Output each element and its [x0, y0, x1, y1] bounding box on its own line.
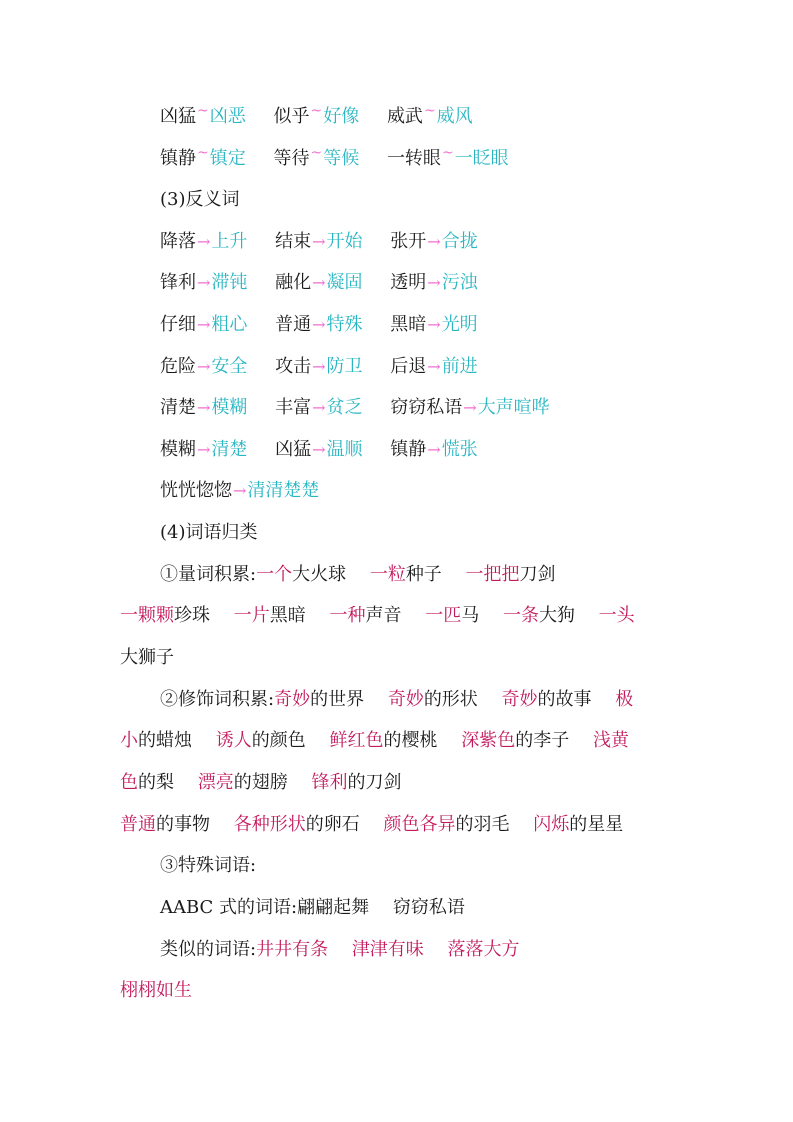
noun: 的世界 [310, 689, 365, 710]
arrow-icon: → [427, 440, 441, 459]
aabc-label: AABC 式的词语: [160, 897, 298, 918]
antonym: 前进 [441, 356, 478, 377]
idiom: 栩栩如生 [120, 980, 192, 1001]
noun: 的故事 [537, 689, 592, 710]
modifier: 奇妙 [274, 689, 311, 710]
idiom: 窃窃私语 [392, 897, 465, 918]
word: 仔细 [160, 314, 196, 335]
word: 张开 [390, 231, 427, 252]
synonym: 凶恶 [209, 106, 246, 127]
modifier: 颜色各异 [383, 814, 456, 835]
word: 清楚 [160, 397, 196, 418]
antonym: 贫乏 [326, 397, 363, 418]
noun: 的李子 [515, 730, 570, 751]
arrow-icon: → [197, 315, 211, 334]
modifier: 漂亮 [197, 772, 234, 793]
noun: 的颜色 [251, 730, 306, 751]
measure-prefix: 一 [329, 605, 348, 626]
antonym: 光明 [441, 314, 478, 335]
modifier: 深紫色 [461, 730, 516, 751]
noun: 种子 [405, 564, 442, 585]
synonym: 一眨眼 [454, 148, 509, 169]
arrow-icon: → [463, 398, 477, 417]
measure-prefix: 一 [502, 605, 521, 626]
antonym: 合拢 [441, 231, 478, 252]
section-heading-antonyms: (3)反义词 [160, 189, 240, 210]
similar-words-line-2 [120, 979, 192, 1003]
noun: 的事物 [156, 814, 210, 835]
measure-prefix: 一 [120, 605, 138, 626]
modifier: 极 [615, 689, 634, 710]
word: 恍恍惚惚 [160, 480, 232, 501]
synonym-mark: ~ [423, 103, 436, 119]
subsection-label: ①量词积累: [160, 564, 257, 585]
noun: 大火球 [292, 564, 347, 585]
arrow-icon: → [427, 357, 441, 376]
word: 透明 [390, 272, 427, 293]
word: 降落 [160, 231, 196, 252]
antonym-line-7 [160, 479, 319, 503]
arrow-icon: → [197, 273, 211, 292]
word: 丰富 [275, 397, 312, 418]
noun: 的梨 [138, 772, 174, 793]
noun: 的樱桃 [383, 730, 438, 751]
modifier: 闪烁 [533, 814, 570, 835]
antonym: 大声喧哗 [477, 397, 550, 418]
measure-words-line-3 [120, 646, 174, 670]
measure-prefix: 一 [598, 605, 617, 626]
measure-word: 头 [616, 605, 635, 626]
modifier: 奇妙 [501, 689, 538, 710]
noun: 的形状 [423, 689, 478, 710]
antonym: 安全 [211, 356, 248, 377]
word: 凶猛 [160, 106, 196, 127]
synonym: 好像 [323, 106, 360, 127]
modifier: 锋利 [311, 772, 348, 793]
synonym-mark: ~ [197, 145, 209, 161]
word: 镇静 [160, 148, 196, 169]
word: 窃窃私语 [390, 397, 463, 418]
measure-word: 匹 [443, 605, 462, 626]
noun: 珍珠 [174, 605, 210, 626]
modifiers-line-4 [120, 813, 623, 837]
word: 模糊 [160, 439, 196, 460]
word: 后退 [390, 356, 427, 377]
arrow-icon: → [312, 440, 326, 459]
word: 威武 [386, 106, 423, 127]
subsection-label: ②修饰词积累: [160, 689, 275, 710]
measure-word: 把把 [483, 564, 520, 585]
measure-prefix: 一 [256, 564, 275, 585]
antonym-line-2 [160, 271, 478, 295]
word: 黑暗 [390, 314, 427, 335]
antonym: 慌张 [441, 439, 478, 460]
arrow-icon: → [312, 357, 326, 376]
antonym-line-5 [160, 396, 550, 420]
measure-prefix: 一 [425, 605, 444, 626]
similar-words-line [160, 938, 520, 962]
measure-word: 粒 [387, 564, 406, 585]
aabc-line [160, 896, 465, 920]
noun: 的刀剑 [347, 772, 402, 793]
measure-words-line-2 [120, 604, 635, 628]
measure-word: 片 [251, 605, 270, 626]
antonym: 清清楚楚 [247, 480, 320, 501]
word: 攻击 [275, 356, 312, 377]
noun: 的蜡烛 [138, 730, 192, 751]
noun: 的翅膀 [233, 772, 288, 793]
idiom: 落落大方 [447, 939, 520, 960]
antonym-line-1 [160, 230, 478, 254]
synonym: 威风 [436, 106, 473, 127]
word: 融化 [275, 272, 312, 293]
arrow-icon: → [197, 440, 211, 459]
word: 等待 [273, 148, 310, 169]
similar-label: 类似的词语: [160, 939, 257, 960]
antonym: 清楚 [211, 439, 248, 460]
antonym: 防卫 [326, 356, 363, 377]
antonym: 开始 [326, 231, 363, 252]
arrow-icon: → [233, 481, 247, 500]
noun: 声音 [365, 605, 402, 626]
arrow-icon: → [427, 273, 441, 292]
antonym: 凝固 [326, 272, 363, 293]
antonym: 模糊 [211, 397, 248, 418]
noun: 大狗 [538, 605, 575, 626]
measure-word: 条 [520, 605, 539, 626]
arrow-icon: → [312, 232, 326, 251]
measure-word: 颗颗 [138, 605, 174, 626]
modifier: 各种形状 [233, 814, 306, 835]
word: 危险 [160, 356, 196, 377]
arrow-icon: → [197, 398, 211, 417]
measure-word: 个 [274, 564, 293, 585]
modifiers-line-2 [120, 729, 629, 753]
modifiers-line-1 [160, 688, 633, 712]
arrow-icon: → [197, 232, 211, 251]
section-heading-classification: (4)词语归类 [160, 522, 258, 543]
antonym: 特殊 [326, 314, 363, 335]
special-words-label: ③特殊词语: [160, 855, 257, 876]
antonym-line-3 [160, 313, 478, 337]
arrow-icon: → [312, 398, 326, 417]
word: 镇静 [390, 439, 427, 460]
synonym-mark: ~ [197, 103, 209, 119]
antonym: 污浊 [441, 272, 478, 293]
synonym-mark: ~ [441, 145, 454, 161]
modifier: 浅黄 [592, 730, 629, 751]
idiom: 翩翩起舞 [297, 897, 370, 918]
measure-prefix: 一 [233, 605, 252, 626]
measure-word: 种 [347, 605, 366, 626]
word: 锋利 [160, 272, 196, 293]
word: 结束 [275, 231, 312, 252]
antonym: 粗心 [211, 314, 248, 335]
synonym-line-1 [160, 105, 473, 129]
word: 凶猛 [275, 439, 312, 460]
arrow-icon: → [427, 315, 441, 334]
arrow-icon: → [312, 273, 326, 292]
measure-prefix: 一 [369, 564, 388, 585]
noun: 黑暗 [269, 605, 306, 626]
antonym: 滞钝 [211, 272, 248, 293]
noun: 的羽毛 [455, 814, 510, 835]
noun: 马 [461, 605, 480, 626]
synonym-mark: ~ [310, 145, 323, 161]
arrow-icon: → [197, 357, 211, 376]
measure-prefix: 一 [465, 564, 484, 585]
antonym: 上升 [211, 231, 248, 252]
idiom: 津津有味 [351, 939, 424, 960]
synonym-mark: ~ [310, 103, 323, 119]
noun: 的卵石 [305, 814, 360, 835]
measure-words-line-1 [160, 563, 556, 587]
noun: 刀剑 [519, 564, 556, 585]
noun: 的星星 [569, 814, 624, 835]
synonym: 等候 [323, 148, 360, 169]
arrow-icon: → [312, 315, 326, 334]
synonym-line-2 [160, 147, 509, 171]
modifier: 普通 [120, 814, 156, 835]
modifiers-line-3 [120, 771, 401, 795]
antonym-line-4 [160, 355, 478, 379]
word: 似乎 [273, 106, 310, 127]
idiom: 井井有条 [256, 939, 329, 960]
antonym-line-6 [160, 438, 478, 462]
antonym: 温顺 [326, 439, 363, 460]
modifier: 奇妙 [387, 689, 424, 710]
noun: 大狮子 [120, 647, 174, 668]
arrow-icon: → [427, 232, 441, 251]
modifier: 色 [120, 772, 138, 793]
modifier: 小 [120, 730, 138, 751]
word: 普通 [275, 314, 312, 335]
modifier: 鲜红色 [329, 730, 384, 751]
modifier: 诱人 [215, 730, 252, 751]
word: 一转眼 [386, 148, 441, 169]
synonym: 镇定 [209, 148, 246, 169]
